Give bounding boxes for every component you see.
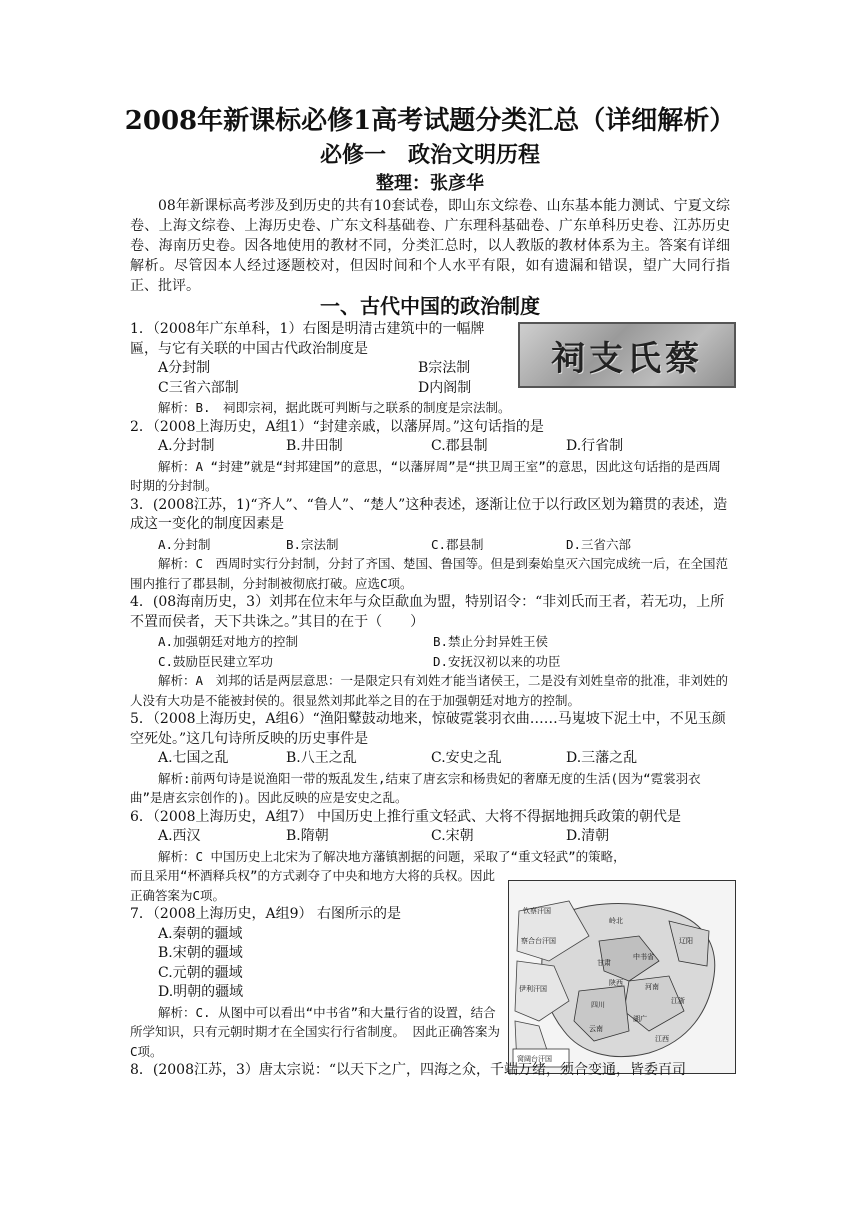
question-stem: 6．（2008上海历史，A组7） 中国历史上推行重文轻武、大将不得据地拥兵政策的朝代是 bbox=[130, 808, 682, 825]
option-a: A.西汉 bbox=[158, 828, 201, 844]
analysis: 解析：B. 祠即宗祠，据此既可判断与之联系的制度是宗法制。 bbox=[158, 400, 511, 415]
question-stem: 1．（2008年广东单科，1）右图是明清古建筑中的一幅牌匾，与它有关联的中国古代政治制度是 bbox=[130, 321, 485, 357]
map-label-kipchak: 钦察汗国 bbox=[523, 907, 551, 915]
option-b: B.隋朝 bbox=[286, 828, 329, 844]
questions-body bbox=[130, 320, 732, 1081]
option-b: B.井田制 bbox=[286, 438, 343, 454]
option-b: B宗法制 bbox=[418, 360, 471, 376]
options bbox=[130, 632, 732, 671]
map-label-sichuan: 四川 bbox=[591, 1001, 605, 1009]
map-label-zhongshu: 中书省 bbox=[633, 953, 654, 961]
option-a: A.分封制 bbox=[158, 536, 211, 552]
map-caption: 窝阔台汗国 bbox=[517, 1055, 552, 1063]
option-d: D.三藩之乱 bbox=[566, 750, 638, 766]
map-label-yunnan: 云南 bbox=[589, 1025, 603, 1033]
option-b: B.宗法制 bbox=[286, 536, 339, 552]
option-c: C.宋朝 bbox=[431, 828, 474, 844]
options bbox=[130, 535, 732, 555]
options bbox=[130, 359, 732, 398]
intro-paragraph: 08年新课标高考涉及到历史的共有10套试卷，即山东文综卷、山东基本能力测试、宁夏文综卷、上海文综卷、上海历史卷、广东文科基础卷、广东理科基础卷、广东单科历史卷、江苏历史卷、海南历史卷。因各地使用的教材不同，分类汇总时，以人教版的教材体系为主。答案有详细解析。尽管因本人经过逐题校对，但因时间和个人水平有限，如有遗漏和错误，望广大同行指正、批评。 bbox=[130, 198, 730, 294]
author-line: 整理：张彦华 bbox=[376, 173, 484, 194]
option-d: D.三省六部 bbox=[566, 536, 632, 552]
option-a: A分封制 bbox=[158, 360, 211, 376]
question-4 bbox=[130, 593, 732, 710]
option-d: D.清朝 bbox=[566, 828, 610, 844]
plaque-text: 祠支氏蔡 bbox=[551, 338, 703, 379]
map-label-gansu: 甘肃 bbox=[597, 959, 611, 967]
option-a: A.秦朝的疆域 bbox=[158, 925, 243, 942]
question-1 bbox=[130, 320, 732, 418]
question-5 bbox=[130, 710, 732, 808]
options bbox=[130, 749, 732, 769]
option-b: B.禁止分封异姓王侯 bbox=[433, 634, 549, 649]
option-b: B.八王之乱 bbox=[286, 750, 357, 766]
option-c: C.鼓励臣民建立军功 bbox=[158, 653, 274, 669]
option-d: D.行省制 bbox=[566, 438, 624, 454]
map-label-liaoyang: 辽阳 bbox=[679, 937, 693, 945]
question-stem: 8．(2008江苏，3）唐太宗说：“以天下之广，四海之众，千端万绪，须合变通，皆委百司 bbox=[130, 1062, 687, 1078]
option-a: A.七国之乱 bbox=[158, 750, 229, 766]
options bbox=[130, 827, 732, 847]
option-b: B.宋朝的疆域 bbox=[158, 945, 243, 961]
map-label-chagatai: 察合台汗国 bbox=[521, 937, 556, 945]
map-label-shaanxi: 陕西 bbox=[609, 979, 623, 987]
question-stem: 5．（2008上海历史，A组6）“渔阳鼙鼓动地来，惊破霓裳羽衣曲……马嵬坡下泥土中，不见玉颜空死处。”这几句诗所反映的历史事件是 bbox=[130, 711, 726, 747]
analysis: 解析:前两句诗是说渔阳一带的叛乱发生,结束了唐玄宗和杨贵妃的奢靡无度的生活(因为“霓裳羽衣曲”是唐玄宗创作的)。因此反映的应是安史之乱。 bbox=[130, 770, 701, 805]
section-heading: 一、古代中国的政治制度 bbox=[320, 294, 540, 318]
analysis: 解析：C 西周时实行分封制，分封了齐国、楚国、鲁国等。但是到秦始皇灭六国完成统一后，在全国范围内推行了郡县制，分封制被彻底打破。应选C项。 bbox=[130, 556, 729, 591]
analysis: 解析：C 中国历史上北宋为了解决地方藩镇割据的问题，采取了“重文轻武”的策略， bbox=[158, 848, 626, 864]
option-d: D内阁制 bbox=[418, 379, 472, 396]
question-stem: 7．（2008上海历史，A组9） 右图所示的是 bbox=[130, 906, 402, 922]
question-stem: 4．(08海南历史，3）刘邦在位末年与众臣歃血为盟，特别诏令：“非刘氏而王者，若无功，上所不置而侯者，天下共诛之。”其目的在于（ ） bbox=[130, 594, 725, 630]
map-label-ilkhan: 伊利汗国 bbox=[519, 985, 547, 993]
option-a: A.加强朝廷对地方的控制 bbox=[158, 634, 299, 649]
option-a: A.分封制 bbox=[158, 438, 215, 454]
option-d: D.明朝的疆域 bbox=[158, 984, 244, 1000]
document-title: 2008年新课标必修1高考试题分类汇总（详细解析） bbox=[124, 106, 736, 136]
options bbox=[130, 925, 732, 1003]
analysis: 解析：A “封建”就是“封邦建国”的意思，“以藩屏周”是“拱卫周王室”的意思，因此这句话指的是西周时期的分封制。 bbox=[130, 458, 721, 493]
option-c: C.郡县制 bbox=[431, 536, 484, 552]
map-label-jiangzhe: 江浙 bbox=[671, 997, 685, 1005]
question-6 bbox=[130, 808, 732, 906]
option-c: C三省六部制 bbox=[158, 379, 239, 396]
map-label-lingbei: 岭北 bbox=[609, 917, 623, 925]
option-c: C.安史之乱 bbox=[431, 750, 502, 766]
analysis-continued: 而且采用“杯酒释兵权”的方式剥夺了中央和地方大将的兵权。因此正确答案为C项。 bbox=[130, 868, 496, 903]
question-stem: 3．(2008江苏，1)“齐人”、“鲁人”、“楚人”这种表述，逐渐让位于以行政区划为籍贯的表述，造成这一变化的制度因素是 bbox=[130, 496, 728, 532]
question-3 bbox=[130, 496, 732, 594]
question-2 bbox=[130, 418, 732, 496]
question-8 bbox=[130, 1061, 732, 1081]
map-label-henan: 河南 bbox=[645, 983, 659, 991]
option-d: D.安抚汉初以来的功臣 bbox=[433, 653, 561, 669]
question-stem: 2．（2008上海历史，A组1）“封建亲戚，以藩屏周。”这句话指的是 bbox=[130, 418, 544, 435]
document-subtitle: 必修一 政治文明历程 bbox=[319, 142, 540, 168]
option-c: C.元朝的疆域 bbox=[158, 964, 243, 981]
option-c: C.郡县制 bbox=[431, 438, 488, 454]
options bbox=[130, 437, 732, 457]
analysis: 解析：A 刘邦的话是两层意思：一是限定只有刘姓才能当诸侯王，二是没有刘姓皇帝的批准，非刘姓的人没有大功是不能被封侯的。很显然刘邦此举之目的在于加强朝廷对地方的控制。 bbox=[130, 673, 729, 708]
map-label-jiangxi: 江西 bbox=[655, 1035, 669, 1043]
analysis: 解析：C. 从图中可以看出“中书省”和大量行省的设置，结合所学知识，只有元朝时期才在全国实行行省制度。 因此正确答案为C项。 bbox=[130, 1004, 501, 1059]
map-label-huguang: 湖广 bbox=[633, 1015, 647, 1023]
question-7 bbox=[130, 905, 732, 1061]
